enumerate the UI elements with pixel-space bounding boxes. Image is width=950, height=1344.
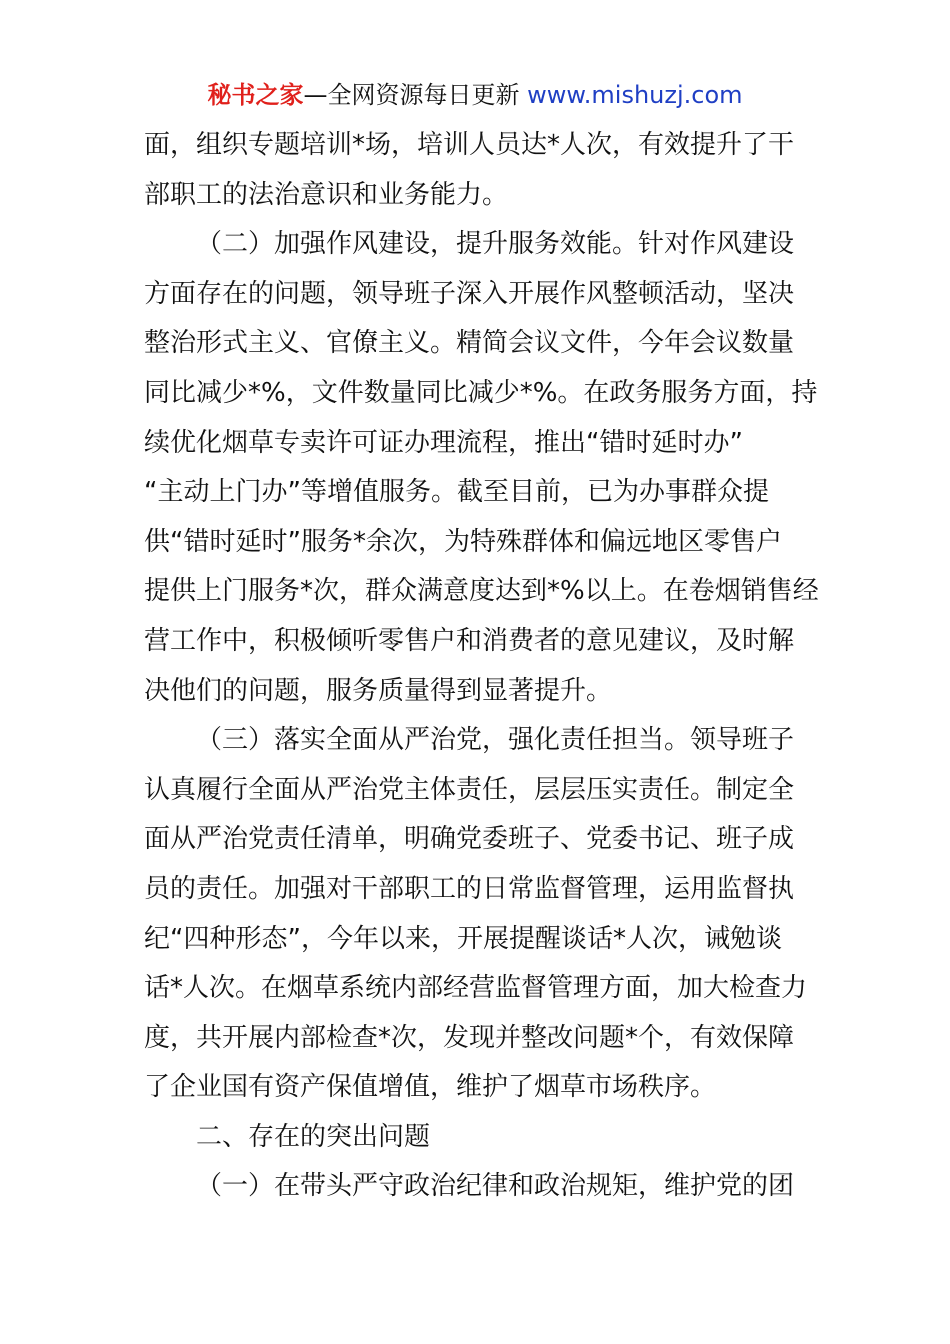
site-brand: 秘书之家 bbox=[207, 81, 304, 109]
text-line: 续优化烟草专卖许可证办理流程，推出“错时延时办” bbox=[144, 427, 743, 458]
site-url[interactable]: www.mishuzj.com bbox=[527, 81, 743, 109]
text-line: 决他们的问题，服务质量得到显著提升。 bbox=[144, 675, 613, 706]
text-line: 供“错时延时”服务*余次，为特殊群体和偏远地区零售户 bbox=[144, 526, 782, 557]
document-body bbox=[144, 121, 819, 1212]
text-line: 部职工的法治意识和业务能力。 bbox=[144, 179, 509, 210]
paragraph-heading: （三）落实全面从严治党，强化责任担当。领导班子 bbox=[196, 725, 795, 756]
text-line: 营工作中，积极倾听零售户和消费者的意见建议，及时解 bbox=[144, 625, 795, 656]
section-heading: 二、存在的突出问题 bbox=[196, 1121, 431, 1152]
text-line: 方面存在的问题，领导班子深入开展作风整顿活动，坚决 bbox=[144, 278, 795, 309]
text-line: 面，组织专题培训*场，培训人员达*人次，有效提升了干 bbox=[144, 130, 795, 160]
site-tagline: —全网资源每日更新 bbox=[303, 81, 520, 109]
text-line: 员的责任。加强对干部职工的日常监督管理，运用监督执 bbox=[144, 873, 795, 904]
text-line: “主动上门办”等增值服务。截至目前，已为办事群众提 bbox=[144, 477, 769, 508]
text-line: 提供上门服务*次，群众满意度达到*%以上。在卷烟销售经 bbox=[144, 576, 819, 607]
text-line: 度，共开展内部检查*次，发现并整改问题*个，有效保障 bbox=[144, 1022, 795, 1053]
text-line: 了企业国有资产保值增值，维护了烟草市场秩序。 bbox=[144, 1072, 717, 1103]
site-header bbox=[0, 78, 950, 112]
text-line: 面从严治党责任清单，明确党委班子、党委书记、班子成 bbox=[144, 824, 795, 855]
text-line: 认真履行全面从严治党主体责任，层层压实责任。制定全 bbox=[144, 774, 795, 805]
paragraph-heading: （一）在带头严守政治纪律和政治规矩，维护党的团 bbox=[196, 1171, 795, 1202]
text-line: 话*人次。在烟草系统内部经营监督管理方面，加大检查力 bbox=[144, 973, 808, 1004]
text-line: 同比减少*%，文件数量同比减少*%。在政务服务方面，持 bbox=[144, 377, 818, 408]
text-line: 整治形式主义、官僚主义。精简会议文件，今年会议数量 bbox=[144, 328, 795, 359]
text-line: 纪“四种形态”，今年以来，开展提醒谈话*人次，诫勉谈 bbox=[144, 923, 782, 954]
paragraph-heading: （二）加强作风建设，提升服务效能。针对作风建设 bbox=[196, 229, 795, 260]
